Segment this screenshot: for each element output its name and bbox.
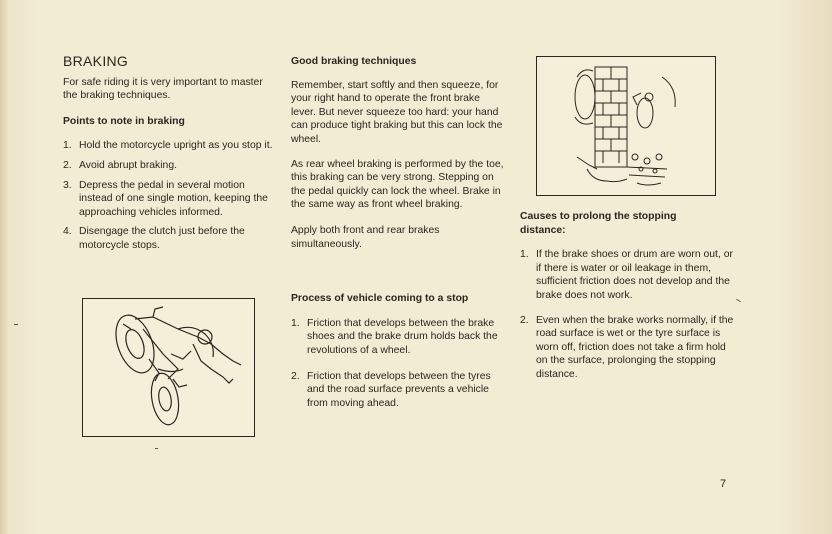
list-item: 2. Avoid abrupt braking.: [63, 159, 178, 171]
page-mark: [155, 448, 158, 449]
technique-paragraph: As rear wheel braking is performed by the toe, this braking can be very strong. Stepping on the pedal quickly can lock the wheel. Brake in the same way as front wheel braking.: [291, 158, 504, 211]
brick-wall-rider-icon: [537, 57, 715, 195]
list-item: 2. Friction that develops between the tyres and the road surface prevents a vehicle from moving ahead.: [291, 370, 491, 409]
process-heading: Process of vehicle coming to a stop: [291, 293, 469, 305]
page-spine: [0, 0, 10, 534]
list-item: 1. Hold the motorcycle upright as you stop it.: [63, 140, 273, 152]
page-number: 7: [720, 478, 727, 490]
list-item: 1. If the brake shoes or drum are worn out, or if there is water or oil leakage in them, sufficient friction does not develop and the brake does not work.: [520, 249, 733, 301]
page-title: BRAKING: [63, 53, 129, 69]
technique-paragraph: Apply both front and rear brakes simultaneously.: [291, 224, 440, 250]
list-item: 1. Friction that develops between the brake shoes and the brake drum holds back the revolutions of a wheel.: [291, 317, 498, 356]
causes-section: [520, 210, 735, 382]
wall-rider-illustration: [536, 56, 716, 196]
list-item: 2. Even when the brake works normally, if the road surface is wet or the tyre surface is worn off, friction does not take a firm hold on the surface, prolonging the stopping distance.: [520, 314, 734, 380]
causes-heading: Causes to prolong the stopping distance:: [520, 211, 677, 236]
causes-list: [520, 248, 735, 381]
braking-section: [63, 55, 273, 253]
technique-paragraph: Remember, start softly and then squeeze, for your right hand to operate the front brake lever. But never squeeze too hard: your hand can produce tight braking but this can lock the wheel.: [291, 79, 503, 145]
points-list: [63, 139, 273, 252]
list-item: 3. Depress the pedal in several motion instead of one single motion, keeping the approaching vehicles informed.: [63, 179, 268, 218]
motorcycle-rider-icon: [83, 299, 254, 436]
process-list: [291, 317, 506, 411]
motorcycle-braking-illustration: [82, 298, 255, 437]
page-mark: [14, 324, 18, 325]
list-item: 4. Disengage the clutch just before the motorcycle stops.: [63, 226, 245, 251]
page-mark: [736, 299, 741, 302]
good-techniques-section: [291, 55, 506, 410]
points-heading: Points to note in braking: [63, 115, 185, 127]
intro-paragraph: For safe riding it is very important to master the braking techniques.: [63, 76, 263, 102]
good-techniques-heading: Good braking techniques: [291, 56, 417, 67]
